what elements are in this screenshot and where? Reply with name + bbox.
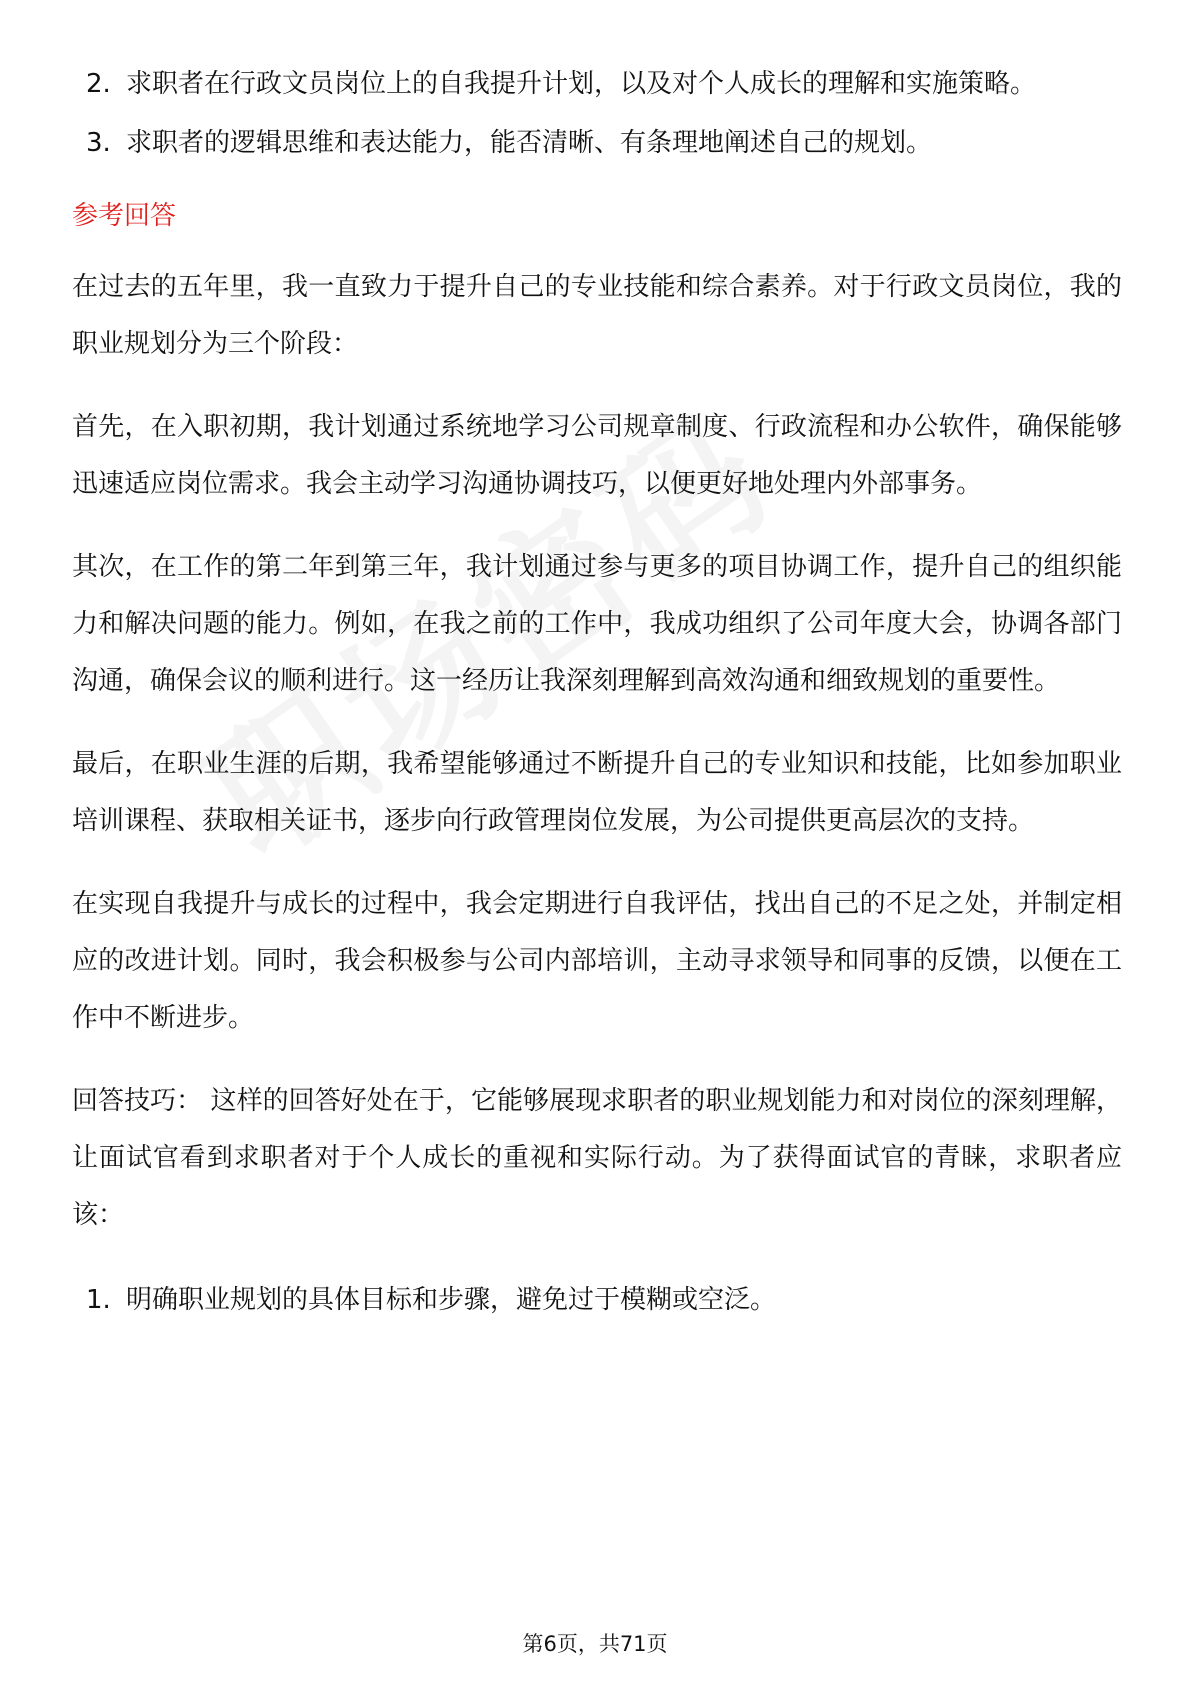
list-item [72,56,1122,113]
list-number: 3. [86,128,111,158]
list-number: 2. [86,69,111,99]
paragraph: 在实现自我提升与成长的过程中，我会定期进行自我评估，找出自己的不足之处，并制定相应的改进计划。同时，我会积极参与公司内部培训，主动寻求领导和同事的反馈，以便在工作中不断进步。 [72,889,1122,1033]
page-number-footer: 第6页，共71页 [522,1632,668,1656]
section-heading: 参考回答 [72,201,177,231]
paragraph: 在过去的五年里，我一直致力于提升自己的专业技能和综合素养。对于行政文员岗位，我的职业规划分为三个阶段： [72,272,1122,359]
list-text: 求职者在行政文员岗位上的自我提升计划，以及对个人成长的理解和实施策略。 [126,69,1037,99]
document-body [72,56,1122,1329]
paragraph: 首先，在入职初期，我计划通过系统地学习公司规章制度、行政流程和办公软件，确保能够迅速适应岗位需求。我会主动学习沟通协调技巧，以便更好地处理内外部事务。 [72,412,1122,499]
list-number: 1. [86,1285,111,1315]
list-item [72,115,1122,172]
paragraph: 最后，在职业生涯的后期，我希望能够通过不断提升自己的专业知识和技能，比如参加职业培训课程、获取相关证书，逐步向行政管理岗位发展，为公司提供更高层次的支持。 [72,749,1122,836]
list-item [72,1272,1122,1329]
paragraph: 回答技巧： 这样的回答好处在于，它能够展现求职者的职业规划能力和对岗位的深刻理解，让面试官看到求职者对于个人成长的重视和实际行动。为了获得面试官的青睐，求职者应该： [72,1086,1122,1230]
paragraph: 其次，在工作的第二年到第三年，我计划通过参与更多的项目协调工作，提升自己的组织能力和解决问题的能力。例如，在我之前的工作中，我成功组织了公司年度大会，协调各部门沟通，确保会议的顺利进行。这一经历让我深刻理解到高效沟通和细致规划的重要性。 [72,552,1122,696]
list-text: 求职者的逻辑思维和表达能力，能否清晰、有条理地阐述自己的规划。 [126,128,933,158]
list-text: 明确职业规划的具体目标和步骤，避免过于模糊或空泛。 [126,1285,777,1315]
